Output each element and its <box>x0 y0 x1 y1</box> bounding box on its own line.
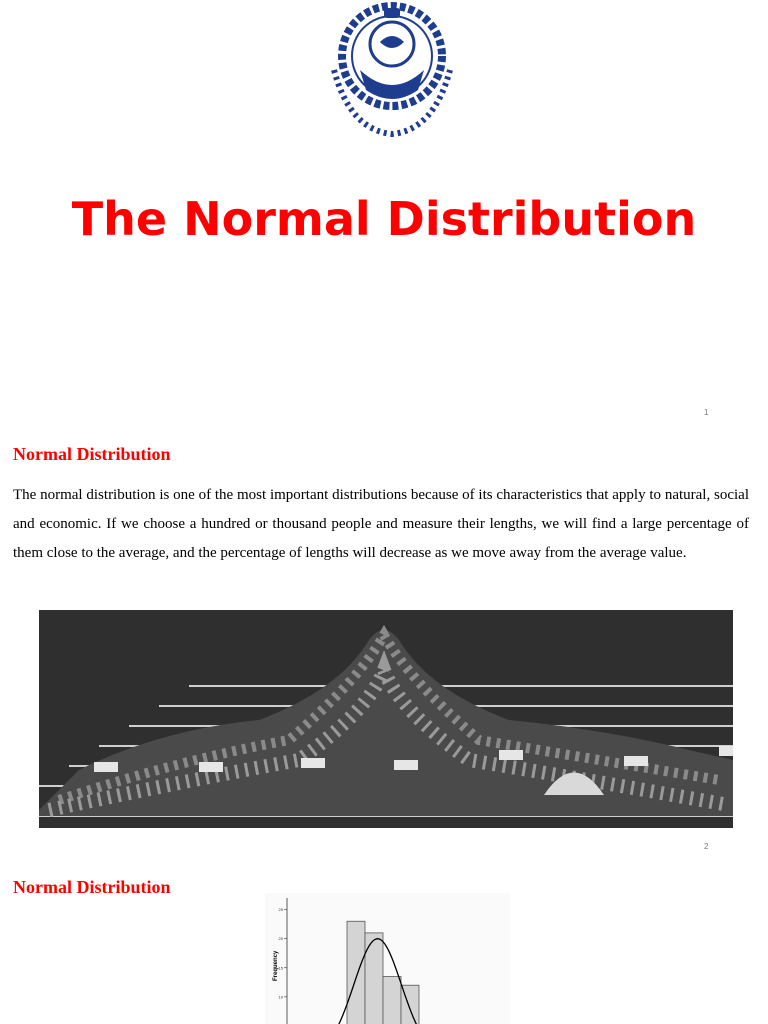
group-photo <box>39 610 733 828</box>
histogram-bar <box>347 921 365 1024</box>
body-paragraph: The normal distribution is one of the most important distributions because of its characteristics that apply to natural, social and economic. If we choose a hundred or thousand people and measure their lengths, we will find a large percentage of them close to the average, and the percentage of lengths will decrease as we move away from the average value. <box>13 487 749 561</box>
document-title: The Normal Distribution <box>71 192 697 246</box>
group-of-people-photo <box>39 610 733 828</box>
section-heading-1: Normal Distribution <box>13 444 171 464</box>
histogram-chart <box>265 893 510 1024</box>
histogram-bar <box>383 977 401 1024</box>
histogram-bar <box>365 933 383 1024</box>
y-tick-label: 20 <box>278 936 283 942</box>
page-number-2: 2 <box>704 842 709 851</box>
y-axis-label: Frequency <box>273 950 279 981</box>
university-logo <box>320 0 460 140</box>
section-heading-2: Normal Distribution <box>13 877 171 897</box>
y-tick-label: 15 <box>278 965 283 971</box>
y-tick-label: 10 <box>278 994 283 1000</box>
page-number-1: 1 <box>704 408 709 417</box>
university-emblem-icon <box>334 6 450 134</box>
y-tick-label: 25 <box>278 907 283 913</box>
